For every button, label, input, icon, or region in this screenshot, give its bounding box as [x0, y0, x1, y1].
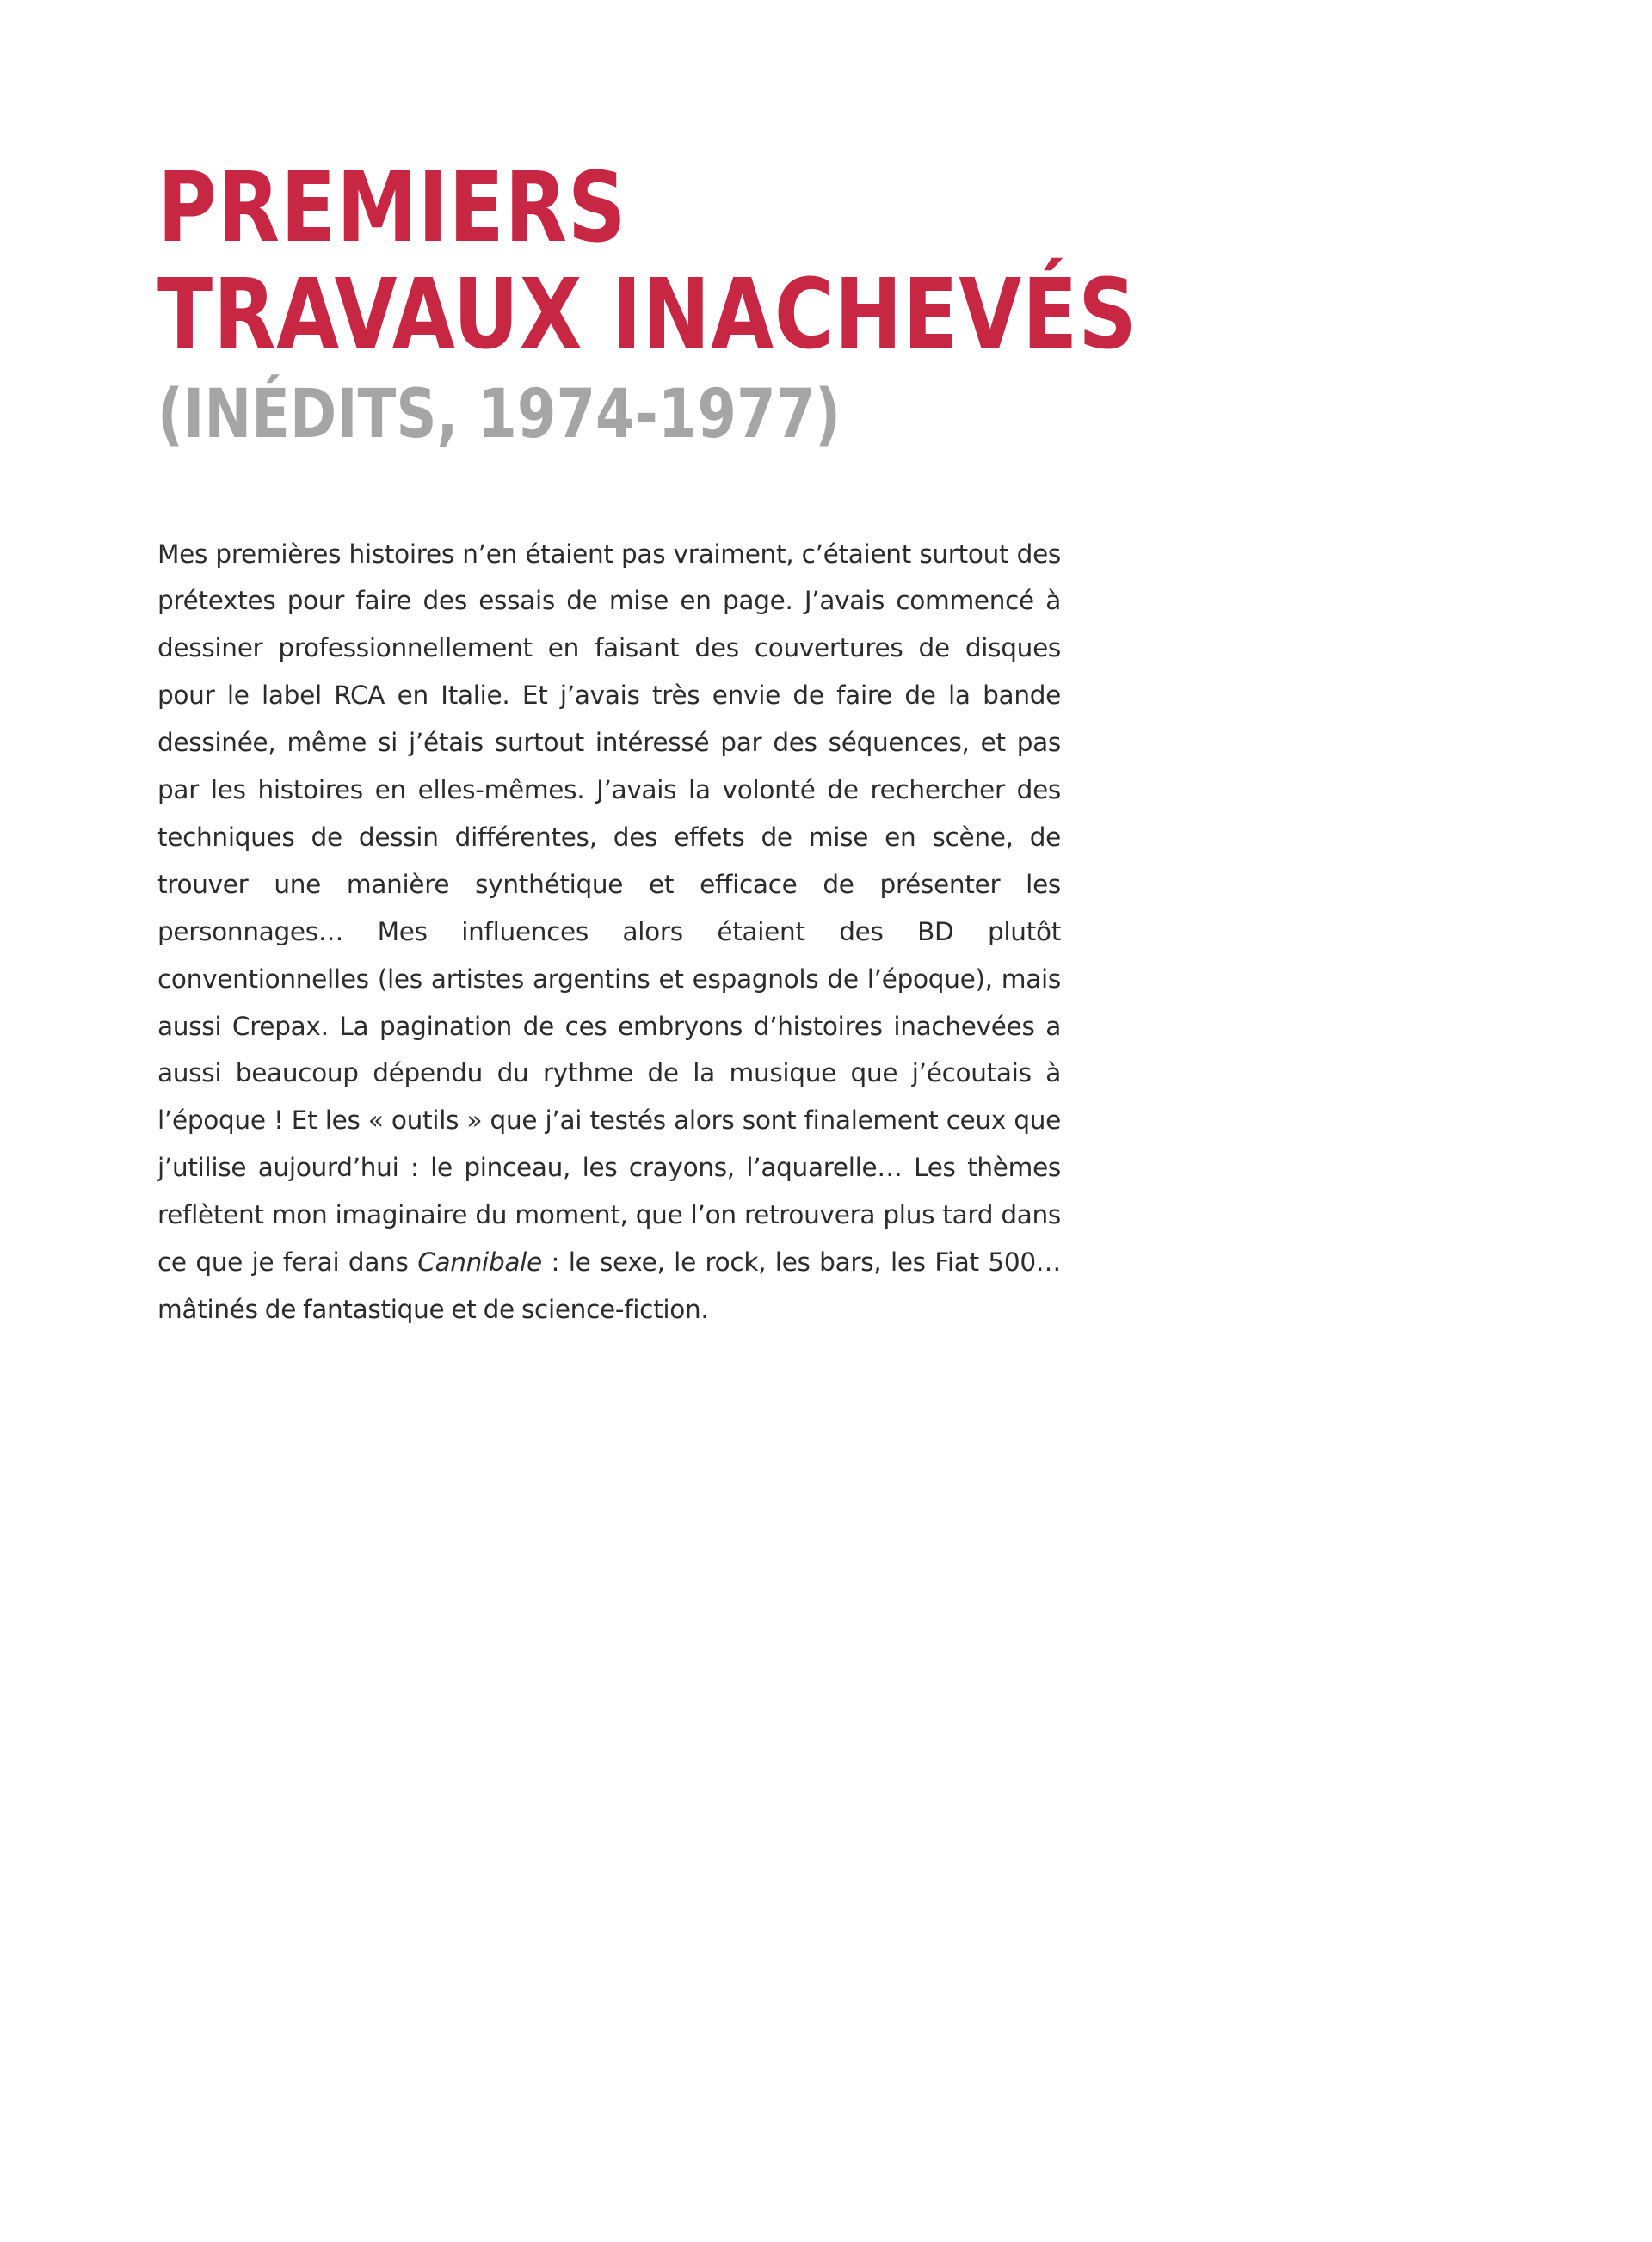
page-title-line-1: PREMIERS [157, 152, 627, 264]
body-text-part-2: : le sexe, le rock, les bars, les Fiat 500… mâtinés de fantastique et de science-fiction. [157, 1247, 1061, 1324]
page-subtitle: (INÉDITS, 1974-1977) [157, 376, 841, 453]
body-paragraph [157, 531, 1061, 1333]
body-text-italic-title: Cannibale [417, 1247, 542, 1278]
page-title-line-2: TRAVAUX INACHEVÉS [157, 259, 1137, 371]
body-text-part-1: Mes premières histoires n’en étaient pas vraiment, c’étaient surtout des prétextes pour faire des essais de mise en page. J’avais commencé à dessiner professionnellement en faisant des couvertures de disques pour le label RCA en Italie. Et j’avais très envie de faire de la bande dessinée, même si j’étais surtout intéressé par des séquences, et pas par les histoires en elles-mêmes. J’avais la volonté de rechercher des techniques de dessin différentes, des effets de mise en scène, de trouver une manière synthétique et efficace de présenter les personnages… Mes influences alors étaient des BD plutôt conventionnelles (les artistes argentins et espagnols de l’époque), mais aussi Crepax. La pagination de ces embryons d’histoires inachevées a aussi beaucoup dépendu du rythme de la musique que j’écoutais à l’époque ! Et les « outils » que j’ai testés alors sont finalement ceux que j’utilise aujourd’hui : le pinceau, les crayons, l’aquarelle… Les thèmes reflètent mon imaginaire du moment, que l’on retrouvera plus tard dans ce que je ferai dans [157, 539, 1061, 1278]
title-block [157, 152, 1190, 458]
